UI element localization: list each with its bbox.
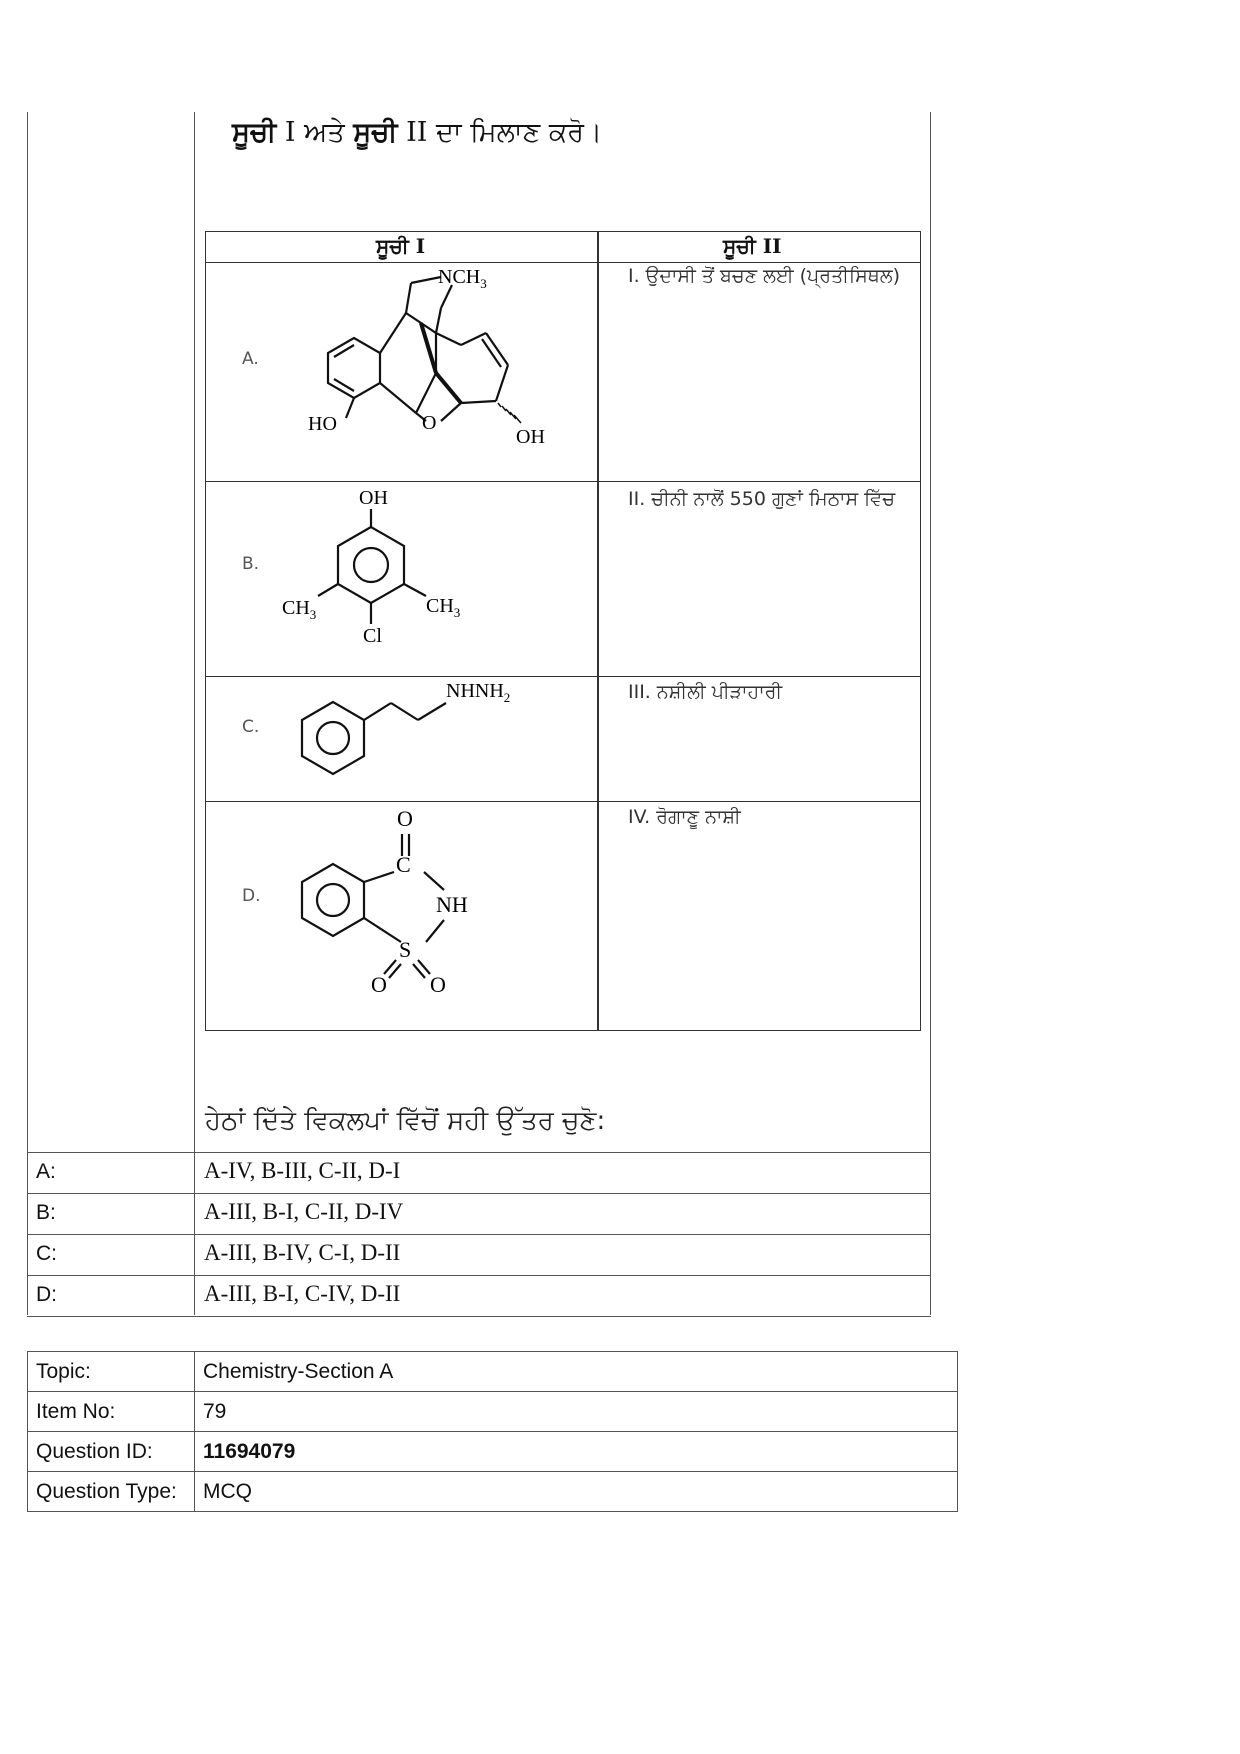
row-label: A. [242,349,259,369]
match-row-c [206,677,920,802]
match-row-d [206,802,920,1032]
options-list [27,1152,931,1317]
meta-row-topic [28,1352,958,1392]
label-nh: NH [436,892,468,917]
structure-b-chloroxylenol [246,482,576,676]
question-heading: ਸੂਚੀ I ਅਤੇ ਸੂਚੀ II ਦਾ ਮਿਲਾਣ ਕਰੋ। [232,117,603,148]
label-ch3-left: $CH_3$ [282,597,317,622]
row-label: B. [242,554,260,574]
list1-header: ਸੂਚੀ I [376,234,426,258]
meta-topic-value: Chemistry-Section A [195,1352,958,1392]
label-cl: Cl [363,625,382,647]
meta-key: Question Type: [28,1472,195,1512]
meta-qid-value: 11694079 [195,1432,958,1472]
label-o-left: O [371,972,387,997]
label-c: C [396,852,411,877]
option-letter: A: [36,1160,56,1183]
meta-row-item [28,1392,958,1432]
option-text: A-III, B-I, C-II, D-IV [204,1199,404,1224]
meta-key: Question ID: [28,1432,195,1472]
label-oh: OH [359,487,388,509]
meta-key: Item No: [28,1392,195,1432]
label-nch3: $NCH_3$ [438,266,487,291]
match-row-b [206,482,920,677]
row-label: D. [242,886,261,906]
match-table [205,231,921,1031]
list2-item-i: I. ਉਦਾਸੀ ਤੋਂ ਬਚਣ ਲਈ (ਪ੍ਰਤੀਸਿਥਲ) [628,265,901,287]
meta-row-qid [28,1432,958,1472]
meta-item-value: 79 [195,1392,958,1432]
label-s: S [399,937,412,962]
left-border [27,112,28,1315]
list2-item-ii: II. ਚੀਨੀ ਨਾਲੋਂ 550 ਗੁਣਾਂ ਮਿਠਾਸ ਵਿੱਚ [628,488,896,510]
option-letter: D: [36,1283,57,1306]
meta-qtype-value: MCQ [195,1472,958,1512]
meta-row-qtype [28,1472,958,1512]
row-label: C. [242,717,260,737]
structure-c-phenelzine [246,677,576,801]
option-text: A-IV, B-III, C-II, D-I [204,1158,401,1183]
label-ch3-right: $CH_3$ [426,595,461,620]
option-text: A-III, B-I, C-IV, D-II [204,1281,401,1306]
option-a[interactable] [27,1152,931,1193]
list2-item-iii: III. ਨਸ਼ੀਲੀ ਪੀੜਾਹਾਰੀ [628,681,783,703]
right-border [930,112,931,1315]
answer-prompt: ਹੇਠਾਂ ਦਿੱਤੇ ਵਿਕਲਪਾਂ ਵਿੱਚੋਂ ਸਹੀ ਉੱਤਰ ਚੁਣੋ: [205,1106,606,1136]
match-row-a [206,263,920,482]
option-letter: C: [36,1242,57,1265]
label-nhnh2: $NHNH_2$ [446,680,511,705]
structure-d-saccharin [246,802,576,1030]
option-c[interactable] [27,1234,931,1275]
match-table-header [206,232,920,263]
column-divider [194,112,195,1315]
label-oh: OH [516,426,545,448]
label-o-right: O [430,972,446,997]
question-meta-table [27,1351,958,1512]
list2-item-iv: IV. ਰੋਗਾਣੂ ਨਾਸ਼ੀ [628,806,741,828]
option-letter: B: [36,1201,56,1224]
option-text: A-III, B-IV, C-I, D-II [204,1240,401,1265]
question-block [27,112,931,1317]
list2-header: ਸੂਚੀ II [723,234,782,258]
label-ho: HO [308,413,337,435]
option-d[interactable] [27,1275,931,1317]
label-o-top: O [397,806,413,831]
option-b[interactable] [27,1193,931,1234]
structure-a-morphine [246,263,576,481]
label-o: O [422,412,437,434]
meta-key: Topic: [28,1352,195,1392]
